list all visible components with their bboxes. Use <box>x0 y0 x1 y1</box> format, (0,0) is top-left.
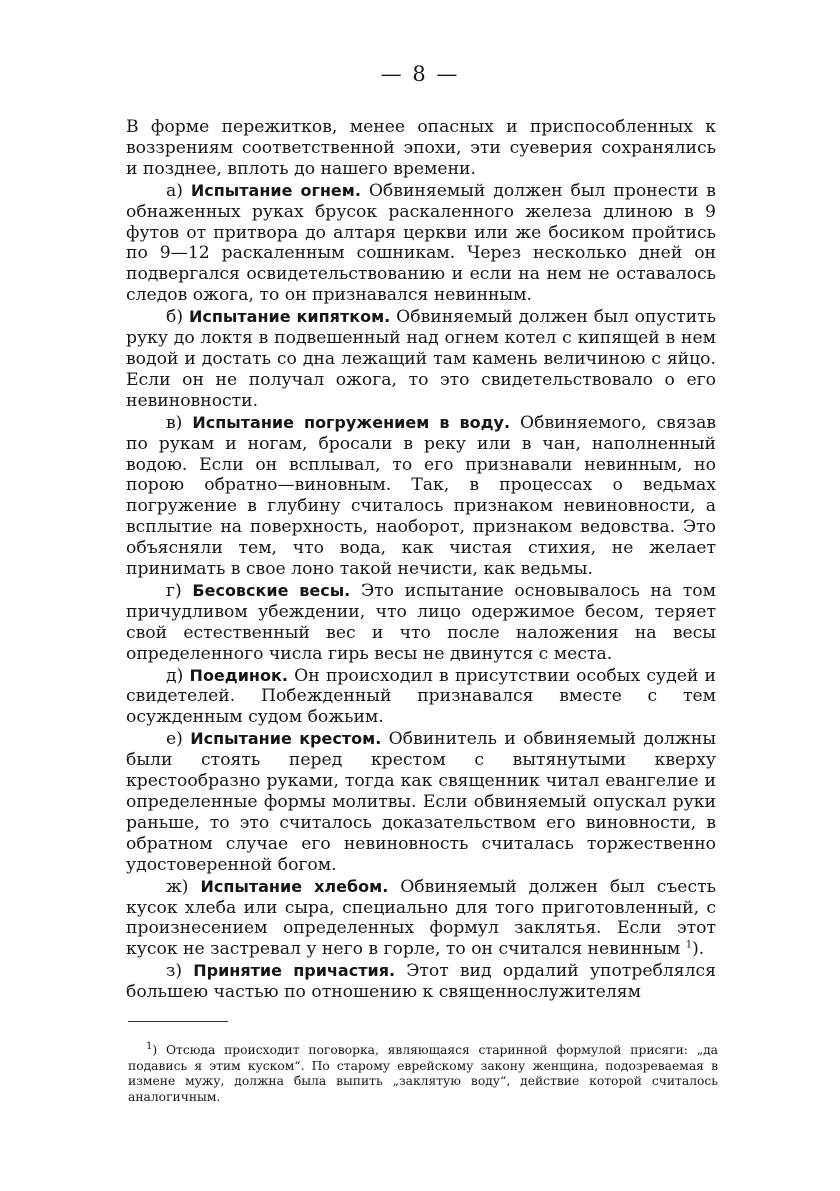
item-text: Этот вид ордалий употреблялся большею частью по отношению к священнослужителям <box>126 961 716 1003</box>
item-text: Он происходил в присутствии особых судей и свидетелей. Побежденный признавался вместе с тем осужденным судом божьим. <box>126 665 717 728</box>
item-letter: а) <box>166 180 183 201</box>
footnote <box>128 1040 718 1105</box>
item-term: Испытание кипятком. <box>188 307 391 327</box>
ordeal-item-bread <box>126 877 716 961</box>
item-letter: б) <box>166 307 184 328</box>
item-text: Обвиняемый должен был съесть кусок хлеба или сыра, специально для того приготовленный, с произнесением определенных формул заклятья. Если этот кусок не застревал у него в горле, то он считался невинным <box>126 876 716 960</box>
body-text <box>126 117 716 1003</box>
item-letter: з) <box>166 961 183 982</box>
item-text-tail: ). <box>692 939 705 960</box>
ordeal-item-fire <box>126 181 716 306</box>
ordeal-item-communion <box>126 961 716 1003</box>
item-term: Поединок. <box>189 665 288 685</box>
ordeal-item-scales <box>126 581 716 665</box>
item-letter: е) <box>166 729 183 750</box>
item-term: Бесовские весы. <box>192 580 351 600</box>
footnote-text: ) Отсюда происходит поговорка, являющаяся старинной формулой присяги: „да подавись я этим куском“. По старому еврейскому закону женщина, подозреваемая в измене мужу, должна была выпить „заклятую воду“, действие которой считалось аналогичным. <box>128 1043 718 1104</box>
item-text: Обвиняемого, связав по рукам и ногам, бросали в реку или в чан, наполненный водою. Если он всплывал, то его признавали невинным, но порою обратно—виновным. Так, в процессах о ведьмах погружение в глубину считалось признаком невиновности, а всплытие на поверхность, наоборот, признаком ведовства. Это объясняли тем, что вода, как чистая стихия, не желает принимать в свое лоно такой нечисти, как ведьмы. <box>126 412 717 580</box>
item-term: Испытание огнем. <box>190 180 361 200</box>
item-term: Испытание погружением в воду. <box>192 412 511 432</box>
item-term: Испытание хлебом. <box>200 876 389 896</box>
item-text: Обвиняемый должен был пронести в обнаженных руках брусок раскаленного железа длиною в 9 футов от притвора до алтаря церкви или же босиком пройтись по 9—12 раскаленным сошникам. Через несколько дней он подвергался освидетельствованию и если на нем не оставалось следов ожога, то он признавался невинным. <box>126 180 716 306</box>
ordeal-item-boiling-water <box>126 307 716 412</box>
footnote-reference: 1 <box>685 939 693 951</box>
item-text: Это испытание основывалось на том причудливом убеждении, что лицо одержимое бесом, теряет свой естественный вес и что после наложения на весы определенного числа гирь весы не двинутся с места. <box>126 580 716 664</box>
page-number: — 8 — <box>380 62 460 86</box>
footnote-divider <box>128 1021 228 1022</box>
item-letter: г) <box>166 580 182 601</box>
ordeal-item-water <box>126 413 716 580</box>
item-term: Принятие причастия. <box>193 961 396 981</box>
item-text: Обвиняемый должен был опустить руку до локтя в подвешенный над огнем котел с кипящей в нем водой и достать со дна лежащий там камень величиною с яйцо. Если он не получал ожога, то это свидетельствовало о его невиновности. <box>126 307 717 411</box>
item-letter: в) <box>166 412 183 433</box>
item-text: Обвинитель и обвиняемый должны были стоять перед крестом с вытянутыми кверху крестообразно руками, тогда как священник читал евангелие и определенные формы молитвы. Если обвиняемый опускал руки раньше, то это считалось доказательством его виновности, в обратном случае его невиновность считалась торжественно удостоверенной богом. <box>126 729 716 875</box>
intro-paragraph: В форме пережитков, менее опасных и приспособленных к воззрениям соответственной эпохи, эти суеверия сохранялись и позднее, вплоть до нашего времени. <box>126 117 716 179</box>
ordeal-item-duel <box>126 666 716 729</box>
item-letter: д) <box>166 665 184 686</box>
footnote-marker: 1 <box>146 1040 153 1052</box>
item-term: Испытание крестом. <box>190 729 382 749</box>
item-letter: ж) <box>166 876 189 897</box>
ordeal-item-cross <box>126 729 716 875</box>
